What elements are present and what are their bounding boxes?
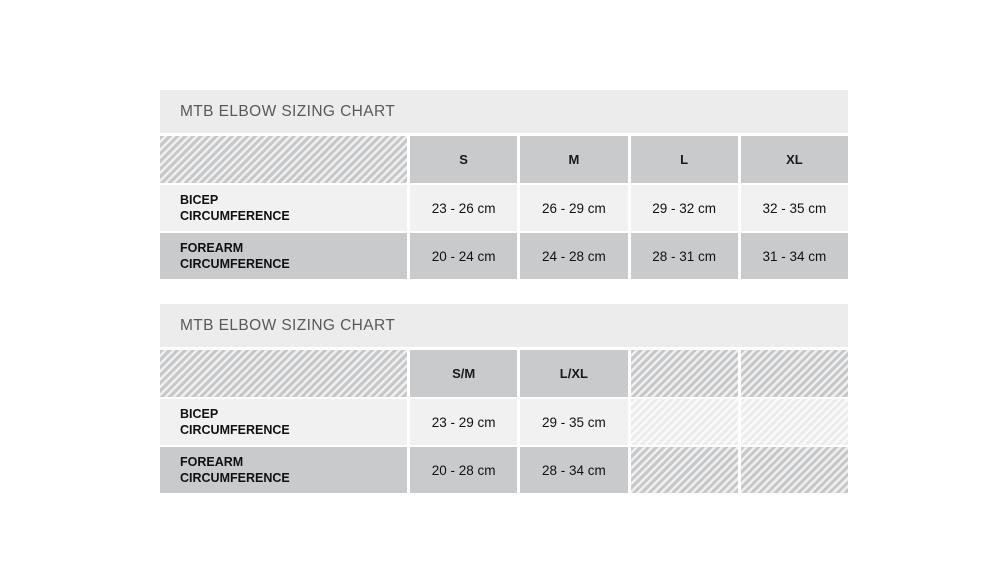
table-title: MTB ELBOW SIZING CHART (180, 316, 396, 334)
bicep-value-m: 26 - 29 cm (520, 185, 627, 231)
row-label-bicep (160, 399, 407, 445)
forearm-value-sm: 20 - 28 cm (410, 447, 517, 493)
row-label-line2: CIRCUMFERENCE (180, 423, 290, 437)
forearm-value-m: 24 - 28 cm (520, 233, 627, 279)
empty-hatched-cell (631, 350, 738, 397)
row-label-forearm (160, 447, 407, 493)
row-label-line1: BICEP (180, 193, 219, 207)
sizing-charts-content (160, 90, 848, 493)
row-label-line1: FOREARM (180, 455, 244, 469)
column-header-l: L (631, 136, 738, 183)
row-label-line1: FOREARM (180, 241, 244, 255)
sizing-table-4col (160, 90, 848, 279)
row-label-line2: CIRCUMFERENCE (180, 257, 290, 271)
table-title-band (160, 304, 848, 347)
forearm-value-l: 28 - 31 cm (631, 233, 738, 279)
empty-hatched-cell (631, 399, 738, 445)
corner-hatch-cell (160, 350, 407, 397)
bicep-value-s: 23 - 26 cm (410, 185, 517, 231)
forearm-value-s: 20 - 24 cm (410, 233, 517, 279)
row-label-forearm (160, 233, 407, 279)
table-row-bicep (160, 185, 848, 231)
empty-hatched-cell (741, 447, 848, 493)
row-label-line2: CIRCUMFERENCE (180, 471, 290, 485)
column-header-sm: S/M (410, 350, 517, 397)
table-title-band (160, 90, 848, 133)
header-row (160, 350, 848, 397)
bicep-value-lxl: 29 - 35 cm (520, 399, 627, 445)
forearm-value-lxl: 28 - 34 cm (520, 447, 627, 493)
table-title: MTB ELBOW SIZING CHART (180, 102, 396, 120)
empty-hatched-cell (741, 399, 848, 445)
table-row-bicep (160, 399, 848, 445)
header-row (160, 136, 848, 183)
empty-hatched-cell (631, 447, 738, 493)
corner-hatch-cell (160, 136, 407, 183)
bicep-value-xl: 32 - 35 cm (741, 185, 848, 231)
bicep-value-sm: 23 - 29 cm (410, 399, 517, 445)
column-header-xl: XL (741, 136, 848, 183)
row-label-line1: BICEP (180, 407, 219, 421)
table-row-forearm (160, 233, 848, 279)
column-header-m: M (520, 136, 627, 183)
empty-hatched-cell (741, 350, 848, 397)
bicep-value-l: 29 - 32 cm (631, 185, 738, 231)
table-row-forearm (160, 447, 848, 493)
sizing-table-2col (160, 304, 848, 493)
row-label-line2: CIRCUMFERENCE (180, 209, 290, 223)
column-header-lxl: L/XL (520, 350, 627, 397)
forearm-value-xl: 31 - 34 cm (741, 233, 848, 279)
row-label-bicep (160, 185, 407, 231)
column-header-s: S (410, 136, 517, 183)
